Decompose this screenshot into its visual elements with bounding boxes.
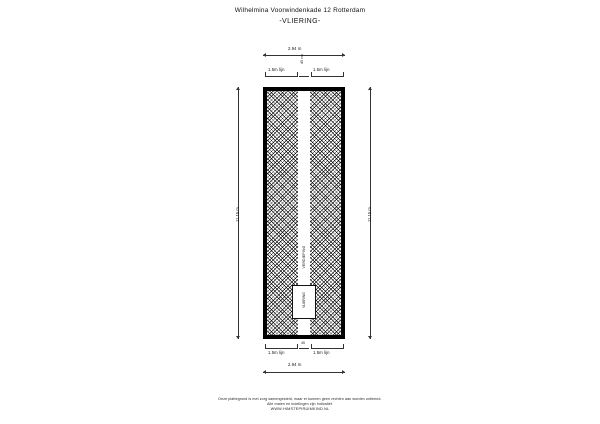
top-left-seg-label: 1.5m lijn (268, 67, 285, 72)
bottom-overall-arrow-right (342, 370, 345, 374)
bottom-overall-dim-line (263, 372, 345, 373)
top-center-seg-line (299, 76, 309, 77)
footer-disclaimer (0, 397, 600, 413)
room-label-verdieping: VERDIEPING (302, 245, 306, 269)
bottom-center-seg-label: 45 (301, 341, 305, 345)
footer-website-url: WWW.HIMSTEPIRUIMKIND.NL (270, 406, 330, 411)
bottom-overall-dim-label: 2.94 m (288, 362, 302, 367)
top-overall-arrow-left (263, 53, 266, 57)
bottom-left-seg-label: 1.5m lijn (268, 350, 285, 355)
bottom-left-seg-line (265, 348, 297, 349)
footer-line-1: Deze plattegrond is met zorg samengesteld, maar er kunnen geen rechten aan worden ontleend. (218, 396, 382, 401)
right-height-label: 11.15 m (367, 207, 372, 222)
top-overall-dim-label: 2.94 m (288, 46, 302, 51)
tick-bottom-right (343, 344, 344, 349)
top-left-seg-line (265, 76, 297, 77)
title-floor: -VLIERING- (279, 18, 321, 25)
vliering-box (292, 285, 316, 319)
floor-outline (263, 87, 345, 339)
footer-line-2: Alle maten en indelingen zijn indicatief. (266, 401, 334, 406)
title-address: Wilhelmina Voorwindenkade 12 Rotterdam (234, 7, 366, 14)
bottom-overall-arrow-left (263, 370, 266, 374)
tick-top-left (265, 72, 266, 77)
bottom-right-seg-label: 1.5m lijn (313, 350, 330, 355)
top-right-seg-label: 1.5m lijn (313, 67, 330, 72)
tick-top-right (343, 72, 344, 77)
tick-top-mid-left (297, 72, 298, 77)
left-height-arrow-down (236, 336, 240, 339)
bottom-center-seg-line (299, 348, 309, 349)
top-overall-arrow-right (342, 53, 345, 57)
top-center-seg-label: 45 cm (300, 54, 304, 64)
right-height-arrow-down (368, 336, 372, 339)
left-height-arrow-up (236, 87, 240, 90)
tick-top-mid-right (311, 72, 312, 77)
right-height-arrow-up (368, 87, 372, 90)
bottom-right-seg-line (311, 348, 343, 349)
top-overall-dim-line (263, 55, 345, 56)
top-right-seg-line (311, 76, 343, 77)
vliering-box-label: VLIERING (302, 292, 306, 308)
left-height-label: 11.15 m (235, 207, 240, 222)
tick-bottom-mid-left (297, 344, 298, 349)
